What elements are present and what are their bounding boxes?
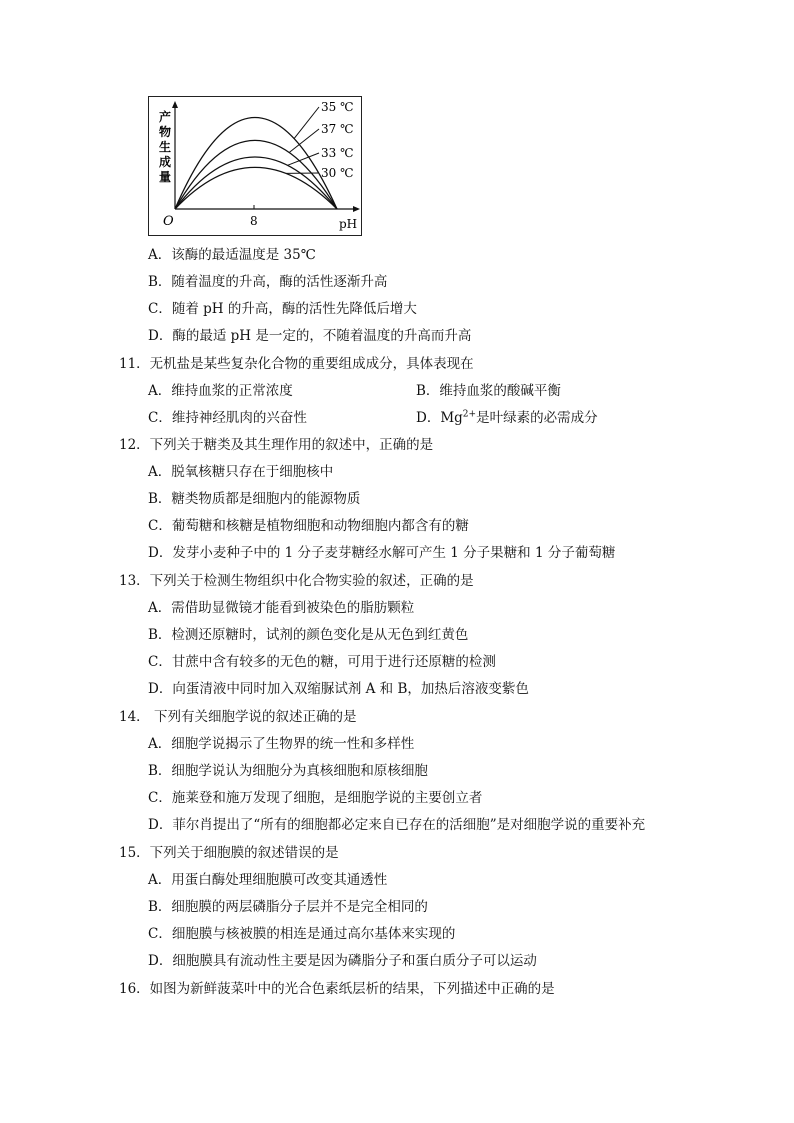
q14-option-d: D．菲尔肖提出了“所有的细胞都必定来自已存在的活细胞”是对细胞学说的重要补充	[148, 817, 646, 833]
q12-stem: 12．下列关于糖类及其生理作用的叙述中，正确的是	[119, 437, 434, 453]
q11-option-c: C．维持神经肌肉的兴奋性	[148, 410, 307, 426]
q13-option-a: A．需借助显微镜才能看到被染色的脂肪颗粒	[148, 600, 415, 616]
q12-option-d: D．发芽小麦种子中的 1 分子麦芽糖经水解可产生 1 分子果糖和 1 分子葡萄糖	[148, 545, 616, 561]
q11-option-d-suffix: 是叶绿素的必需成分	[476, 410, 598, 426]
q15-stem: 15．下列关于细胞膜的叙述错误的是	[119, 845, 339, 861]
curve-33c	[175, 157, 337, 209]
q14-stem: 14． 下列有关细胞学说的叙述正确的是	[119, 709, 357, 725]
curve-temperature-label: 30 ℃	[321, 166, 354, 180]
q12-option-b: B．糖类物质都是细胞内的能源物质	[148, 491, 361, 507]
q12-option-c: C．葡萄糖和核糖是植物细胞和动物细胞内都含有的糖	[148, 518, 469, 534]
q16-stem: 16．如图为新鲜菠菜叶中的光合色素纸层析的结果，下列描述中正确的是	[119, 981, 555, 997]
q11-option-b: B．维持血浆的酸碱平衡	[416, 383, 561, 399]
q14-option-c: C．施莱登和施万发现了细胞，是细胞学说的主要创立者	[148, 790, 483, 806]
q14-option-a: A．细胞学说揭示了生物界的统一性和多样性	[148, 736, 415, 752]
q15-option-c: C．细胞膜与核被膜的相连是通过高尔基体来实现的	[148, 926, 456, 942]
curve-temperature-label: 35 ℃	[321, 100, 354, 114]
y-axis-label-char: 生	[159, 140, 172, 154]
q10-option-a: A．该酶的最适温度是 35℃	[148, 247, 316, 263]
q13-option-c: C．甘蔗中含有较多的无色的糖，可用于进行还原糖的检测	[148, 654, 496, 670]
q13-option-b: B．检测还原糖时，试剂的颜色变化是从无色到红黄色	[148, 627, 469, 643]
x-tick-label: 8	[250, 214, 258, 228]
q15-option-a: A．用蛋白酶处理细胞膜可改变其通透性	[148, 872, 388, 888]
q11-option-d-superscript: 2+	[462, 409, 477, 420]
y-axis-label-char: 物	[159, 125, 172, 139]
y-axis-label-char: 成	[159, 155, 172, 169]
q15-option-d: D．细胞膜具有流动性主要是因为磷脂分子和蛋白质分子可以运动	[148, 953, 537, 969]
q10-option-d: D．酶的最适 pH 是一定的，不随着温度的升高而升高	[148, 328, 472, 344]
q15-option-b: B．细胞膜的两层磷脂分子层并不是完全相同的	[148, 899, 428, 915]
q10-option-b: B．随着温度的升高，酶的活性逐渐升高	[148, 274, 388, 290]
q11-stem: 11．无机盐是某些复杂化合物的重要组成成分，具体表现在	[119, 356, 474, 372]
q14-option-b: B．细胞学说认为细胞分为真核细胞和原核细胞	[148, 763, 428, 779]
q11-option-d-prefix: D．Mg	[416, 410, 463, 426]
y-axis-arrow	[172, 101, 178, 108]
q12-option-a: A．脱氧核糖只存在于细胞核中	[148, 464, 334, 480]
curve-leader-line	[289, 129, 319, 152]
curve-35c	[175, 117, 337, 209]
enzyme-ph-chart	[149, 97, 363, 237]
q11-option-a: A．维持血浆的正常浓度	[148, 383, 293, 399]
q13-stem: 13．下列关于检测生物组织中化合物实验的叙述，正确的是	[119, 573, 474, 589]
q13-option-d: D．向蛋清液中同时加入双缩脲试剂 A 和 B，加热后溶液变紫色	[148, 681, 529, 697]
x-axis-label: pH	[339, 217, 358, 231]
curve-leader-line	[294, 107, 319, 139]
x-axis-arrow	[353, 206, 360, 212]
curve-temperature-label: 37 ℃	[321, 122, 354, 136]
origin-label: O	[163, 214, 174, 229]
enzyme-ph-figure	[148, 96, 362, 236]
y-axis-label-char: 量	[159, 170, 172, 184]
curve-temperature-label: 33 ℃	[321, 146, 354, 160]
q11-option-d	[416, 409, 598, 427]
q10-option-c: C．随着 pH 的升高，酶的活性先降低后增大	[148, 301, 417, 317]
y-axis-label-char: 产	[159, 110, 172, 124]
curve-37c	[175, 140, 337, 209]
